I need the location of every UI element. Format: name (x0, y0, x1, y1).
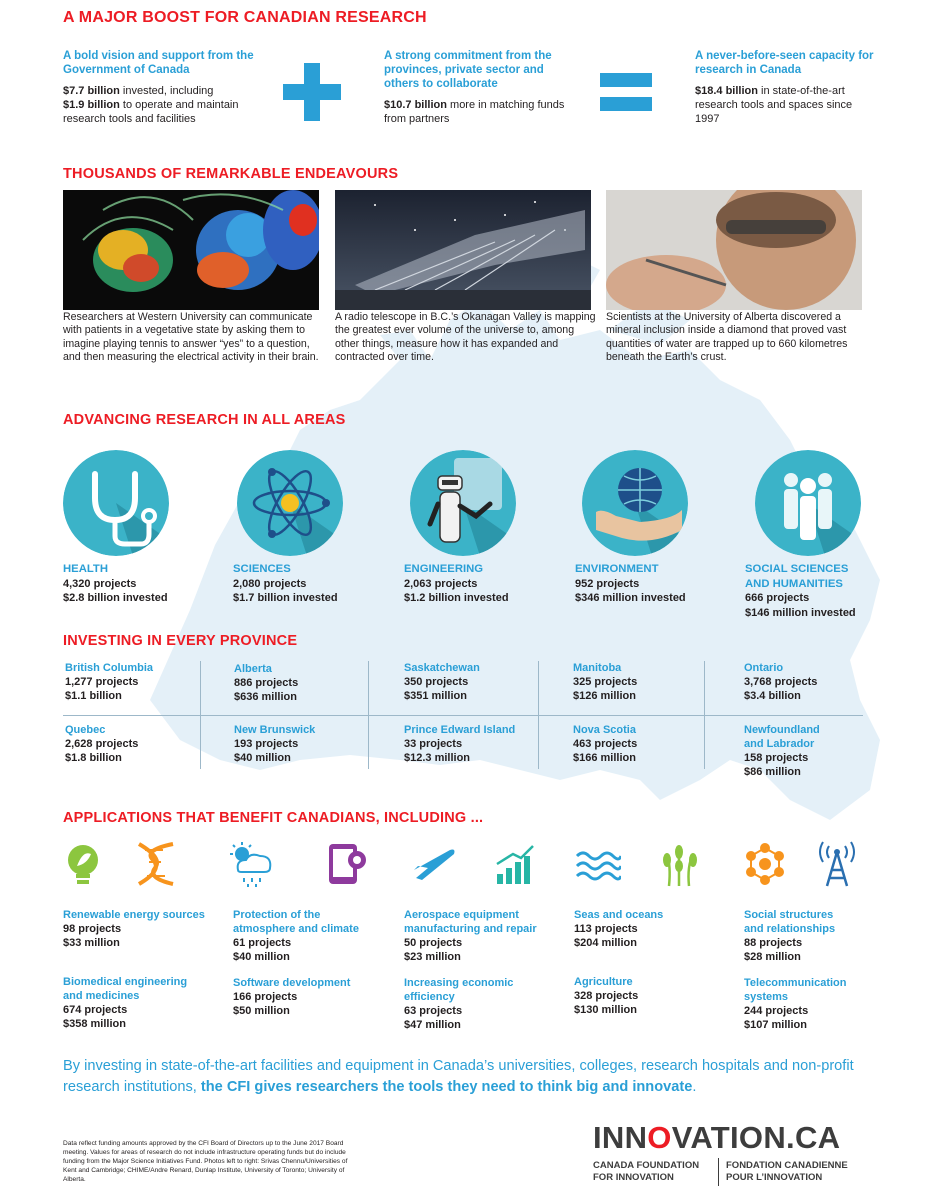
logo-french: FONDATION CANADIENNE POUR L’INNOVATION (726, 1160, 848, 1183)
app-seas-oceans: Seas and oceans 113 projects $204 million (574, 909, 664, 949)
app-atmosphere-climate: Protection of the atmosphere and climate 61 projects $40 million (233, 909, 359, 963)
globe-hand-icon (582, 450, 688, 556)
endeavour-caption-3: Scientists at the University of Alberta discovered a mineral inclusion inside a diamond that proved vast quantities of water are trapped up to 660 kilometres beneath the Earth’s crust. (606, 311, 848, 364)
areas-title: ADVANCING RESEARCH IN ALL AREAS (63, 412, 346, 428)
app-biomedical: Biomedical engineering and medicines 674 projects $358 million (63, 976, 188, 1030)
cfi-logo (593, 1120, 863, 1186)
area-health: HEALTH 4,320 projects $2.8 billion invested (63, 563, 168, 604)
area-social-sciences: SOCIAL SCIENCES AND HUMANITIES 666 projects $146 million invested (745, 563, 856, 619)
app-software: Software development 166 projects $50 million (233, 977, 351, 1017)
robot-icon (410, 450, 516, 556)
brain-scan-photo (63, 190, 319, 310)
provinces-body: $10.7 billion more in matching funds from partners (384, 99, 565, 125)
stethoscope-icon (63, 450, 169, 556)
government-column (63, 49, 263, 126)
capacity-heading: A never-before-seen capacity for research in Canada (695, 50, 874, 76)
capacity-column (695, 49, 875, 126)
waves-icon (575, 840, 621, 888)
endeavour-caption-1: Researchers at Western University can communicate with patients in a vegetative state by asking them to imagine playing tennis to answer “yes” to a question, and then measuring the electrical activity in their brain. (63, 311, 319, 364)
boost-title: A MAJOR BOOST FOR CANADIAN RESEARCH (63, 9, 427, 26)
logo-wordmark: INNOVATION.CA (593, 1120, 841, 1155)
area-engineering: ENGINEERING 2,063 projects $1.2 billion invested (404, 563, 509, 604)
app-social-structures: Social structures and relationships 88 projects $28 million (744, 909, 836, 963)
app-agriculture: Agriculture 328 projects $130 million (574, 976, 639, 1016)
equals-icon (600, 73, 652, 111)
divider (63, 715, 863, 716)
scientist-diamond-photo (606, 190, 862, 310)
capacity-body: $18.4 billion in state-of-the-art research tools and spaces since 1997 (695, 85, 853, 125)
radio-telescope-photo (335, 190, 591, 310)
app-aerospace: Aerospace equipment manufacturing and repair 50 projects $23 million (404, 909, 537, 963)
app-economic-efficiency: Increasing economic efficiency 63 projects $47 million (404, 977, 514, 1031)
area-sciences: SCIENCES 2,080 projects $1.7 billion invested (233, 563, 338, 604)
province-prince-edward-island: Prince Edward Island 33 projects $12.3 million (404, 724, 516, 764)
province-british-columbia: British Columbia 1,277 projects $1.1 billion (65, 662, 154, 702)
app-renewable-energy: Renewable energy sources 98 projects $33 million (63, 909, 205, 949)
growth-chart-icon (493, 840, 539, 888)
province-new-brunswick: New Brunswick 193 projects $40 million (234, 724, 316, 764)
atom-icon (237, 450, 343, 556)
government-heading: A bold vision and support from the Government of Canada (63, 50, 254, 76)
dna-icon (133, 840, 179, 888)
logo-divider (718, 1158, 719, 1186)
province-nova-scotia: Nova Scotia 463 projects $166 million (573, 724, 638, 764)
provinces-column (384, 49, 574, 126)
footnote: Data reflect funding amounts approved by the CFI Board of Directors up to the June 2017 Board meeting. Values for areas of research do not include infrastructure operating funds but do include funding from the Major Science Initiatives Fund. Photos left to right: Srivas Chennu/Universities of Kent and Cambridge; CHIME/Andre Renard, Dunlap Institute, University of Toronto; University of Alberta. (63, 1140, 348, 1183)
people-icon (755, 450, 861, 556)
applications-title: APPLICATIONS THAT BENEFIT CANADIANS, INCLUDING ... (63, 810, 484, 826)
network-icon (743, 840, 789, 888)
tablet-gear-icon (325, 840, 371, 888)
provinces-heading: A strong commitment from the provinces, private sector and others to collaborate (384, 50, 552, 90)
government-body: $7.7 billion invested, including $1.9 billion to operate and maintain research tools and facilities (63, 85, 239, 125)
province-alberta: Alberta 886 projects $636 million (234, 663, 299, 703)
weather-cloud-icon (228, 840, 274, 888)
province-newfoundland-labrador: Newfoundland and Labrador 158 projects $86 million (744, 724, 820, 778)
province-saskatchewan: Saskatchewan 350 projects $351 million (404, 662, 480, 702)
province-ontario: Ontario 3,768 projects $3.4 billion (744, 662, 818, 702)
area-environment: ENVIRONMENT 952 projects $346 million invested (575, 563, 686, 604)
airplane-icon (410, 840, 456, 888)
province-quebec: Quebec 2,628 projects $1.8 billion (65, 724, 139, 764)
endeavours-title: THOUSANDS OF REMARKABLE ENDEAVOURS (63, 166, 399, 182)
lightbulb-leaf-icon (63, 840, 109, 888)
logo-english: CANADA FOUNDATION FOR INNOVATION (593, 1160, 700, 1183)
plus-icon (283, 63, 341, 121)
province-manitoba: Manitoba 325 projects $126 million (573, 662, 638, 702)
endeavour-caption-2: A radio telescope in B.C.’s Okanagan Valley is mapping the greatest ever volume of the universe to, among other things, measure how it has expanded and contracted over time. (335, 311, 596, 364)
closing-statement: By investing in state-of-the-art facilities and equipment in Canada’s universities, colleges, research hospitals and non-profit research institutions, the CFI gives researchers the tools they need to think big and innovate. (63, 1058, 854, 1095)
provinces-title: INVESTING IN EVERY PROVINCE (63, 633, 298, 649)
transmission-tower-icon (815, 840, 861, 888)
wheat-icon (657, 840, 703, 888)
app-telecommunication: Telecommunication systems 244 projects $107 million (744, 977, 847, 1031)
